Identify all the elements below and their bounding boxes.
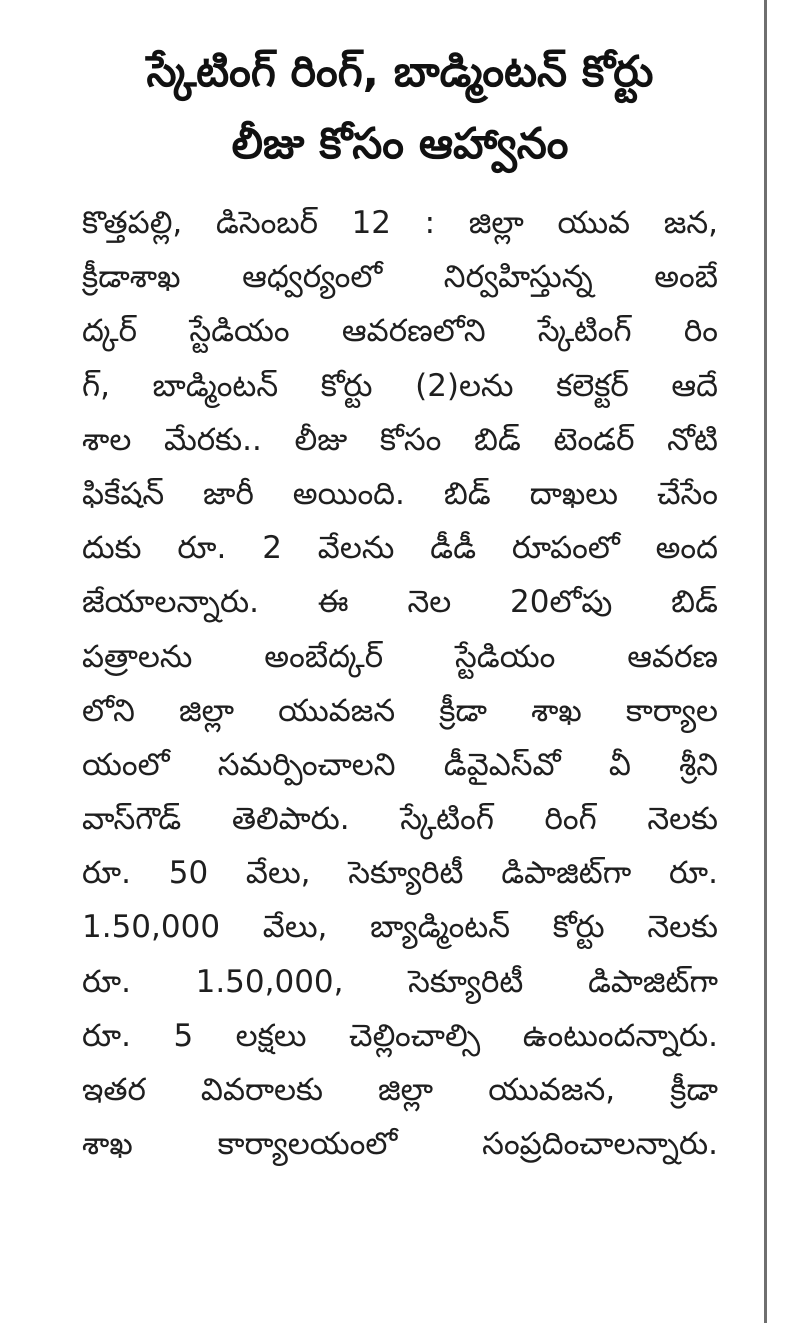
body-line: శాఖ కార్యాలయంలో సంప్రదించాలన్నారు. <box>82 1126 718 1163</box>
headline-line-2: లీజు కోసం ఆహ్వానం <box>231 119 569 169</box>
body-line: పత్రాలను అంబేద్కర్ స్టేడియం ఆవరణ <box>82 638 718 675</box>
body-line: వాస్‌గౌడ్ తెలిపారు. స్కేటింగ్ రింగ్ నెలకు <box>82 801 718 838</box>
body-line: దుకు రూ. 2 వేలను డీడీ రూపంలో అంద <box>82 530 718 567</box>
body-line: గ్, బాడ్మింటన్ కోర్టు (2)లను కలెక్టర్ ఆదే <box>82 367 718 404</box>
body-line: జేయాలన్నారు. ఈ నెల 20లోపు బిడ్ <box>82 584 718 621</box>
body-line: 1.50,000 వేలు, బ్యాడ్మింటన్ కోర్టు నెలకు <box>82 909 718 946</box>
body-line: శాల మేరకు.. లీజు కోసం బిడ్ టెండర్ నోటి <box>82 421 718 458</box>
body-line: ద్కర్ స్టేడియం ఆవరణలోని స్కేటింగ్ రిం <box>82 313 718 350</box>
body-line: రూ. 50 వేలు, సెక్యూరిటీ డిపాజిట్‌గా రూ. <box>82 855 718 892</box>
body-line: యంలో సమర్పించాలని డీవైఎస్‌వో వీ శ్రీని <box>82 746 718 783</box>
body-line: క్రీడాశాఖ ఆధ్వర్యంలో నిర్వహిస్తున్న అంబే <box>82 259 718 296</box>
column-divider <box>764 0 767 1323</box>
body-line: రూ. 5 లక్షలు చెల్లించాల్సి ఉంటుందన్నారు. <box>82 1017 718 1054</box>
body-line: కొత్తపల్లి, డిసెంబర్ 12 : జిల్లా యువ జన, <box>82 205 718 241</box>
clipped-previous-text <box>80 0 760 6</box>
headline-line-1: స్కేటింగ్ రింగ్, బాడ్మింటన్ కోర్టు <box>146 47 654 97</box>
body-line: ఫికేషన్ జారీ అయింది. బిడ్ దాఖలు చేసేం <box>82 475 718 512</box>
article-body <box>82 196 718 1171</box>
body-line: రూ. 1.50,000, సెక్యూరిటీ డిపాజిట్‌గా <box>82 963 718 1000</box>
body-line: లోని జిల్లా యువజన క్రీడా శాఖ కార్యాల <box>82 692 718 729</box>
body-line: ఇతర వివరాలకు జిల్లా యువజన, క్రీడా <box>82 1072 718 1108</box>
clipped-next-text <box>80 1305 760 1323</box>
